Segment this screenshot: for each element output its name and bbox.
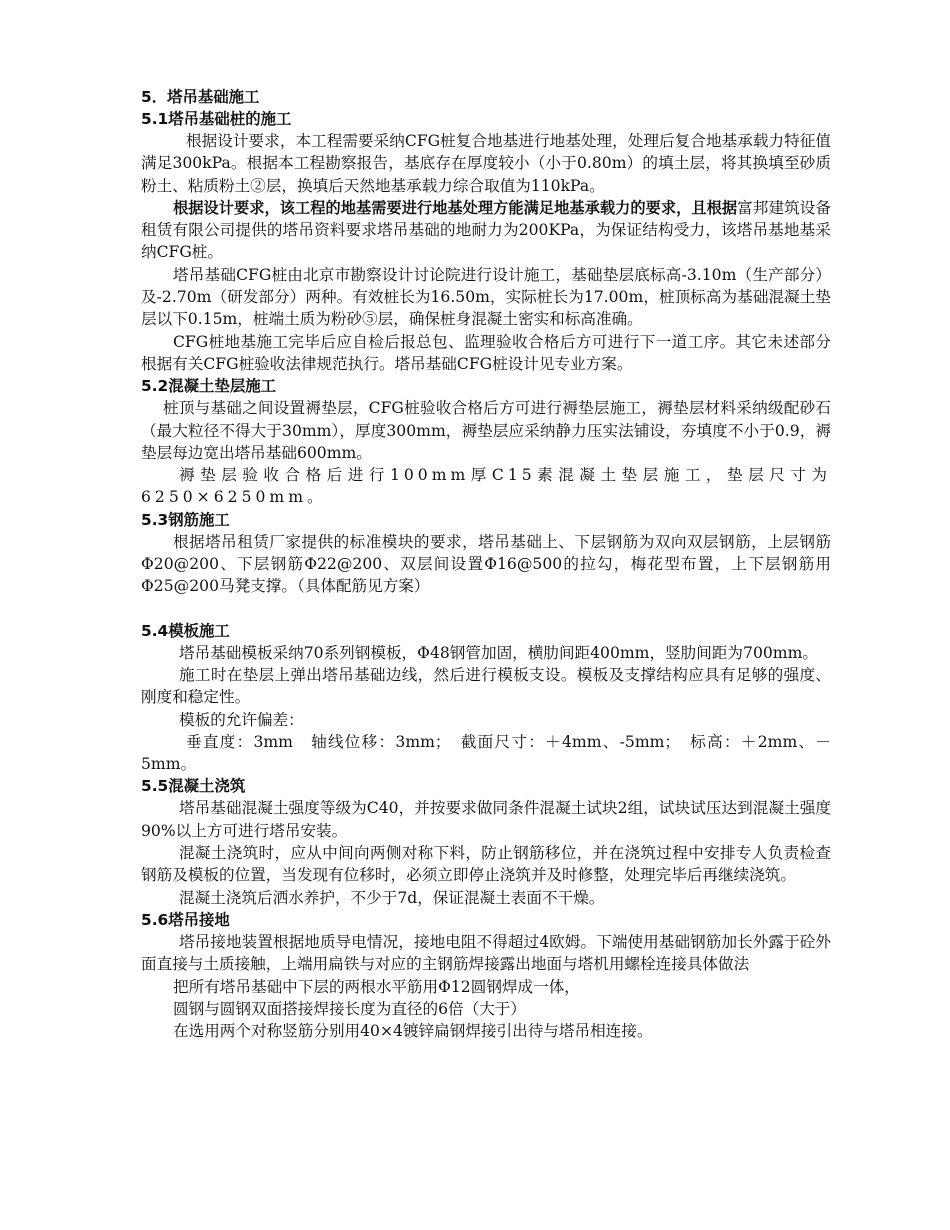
paragraph-grounding: 塔吊接地装置根据地质导电情况，接地电阻不得超过4欧姆。下端使用基础钢筋加长外露于砼外面直接与土质接触，上端用扁铁与对应的主钢筋焊接露出地面与塔机用螺栓连接具体做法 [141,932,831,974]
section-heading-5-6: 5.6塔吊接地 [141,910,230,929]
section-heading-5-5: 5.5混凝土浇筑 [141,777,246,796]
paragraph-formwork-setup: 施工时在垫层上弹出塔吊基础边线，然后进行模板支设。模板及支撑结构应具有足够的强度、刚度和稳定性。 [141,665,831,707]
section-heading-5-3: 5.3钢筋施工 [141,510,230,529]
paragraph-cfg-design: 塔吊基础CFG桩由北京市勘察设计讨论院进行设计施工，基础垫层底标高-3.10m（生产部分）及-2.70m（研发部分）两种。有效桩长为16.50m，实际桩长为17.00m，桩顶标高为基础混凝土垫层以下0.15m，桩端土质为粉砂⑤层，确保桩身混凝土密实和标高准确。 [141,265,831,329]
paragraph-cushion-layer: 桩顶与基础之间设置褥垫层，CFG桩验收合格后方可进行褥垫层施工，褥垫层材料采纳级配砂石（最大粒径不得大于30mm），厚度300mm，褥垫层应采纳静力压实法铺设，夯填度不小于0.9，褥垫层每边宽出塔吊基础600mm。 [141,399,831,462]
spacer [141,598,831,620]
paragraph-grounding-step-3: 在选用两个对称竖筋分别用40×4镀锌扁钢焊接引出待与塔吊相连接。 [173,1022,653,1041]
section-heading-5-2: 5.2混凝土垫层施工 [141,377,276,396]
paragraph-pouring: 混凝土浇筑时，应从中间向两侧对称下料，防止钢筋移位，并在浇筑过程中安排专人负责检查钢筋及模板的位置，当发现有位移时，必须立即停止浇筑并及时修整，处理完毕后再继续浇筑。 [141,844,831,885]
paragraph-allowed-deviation-title: 模板的允许偏差： [179,710,304,729]
document-body [141,86,831,1042]
section-heading-5-4: 5.4模板施工 [141,621,230,640]
paragraph-cfg-requirement: 根据设计要求，本工程需要采纳CFG桩复合地基进行地基处理，处理后复合地基承载力特征值满足300kPa。根据本工程勘察报告，基底存在厚度较小（小于0.80m）的填土层，将其换填至砂质粉土、粘质粉土②层，换填后天然地基承载力综合取值为110kPa。 [141,132,831,195]
paragraph-rebar: 根据塔吊租赁厂家提供的标准模块的要求，塔吊基础上、下层钢筋为双向双层钢筋，上层钢筋Φ20@200、下层钢筋Φ22@200、双层间设置Φ16@500的拉勾，梅花型布置，上下层钢筋用Φ25@200马凳支撑。（具体配筋见方案） [141,532,831,596]
paragraph-design-requirement [141,197,831,264]
paragraph-grounding-step-1: 把所有塔吊基础中下层的两根水平筋用Φ12圆钢焊成一体， [173,977,580,996]
paragraph-cfg-acceptance: CFG桩地基施工完毕后应自检后报总包、监理验收合格后方可进行下一道工序。其它未述部分根据有关CFG桩验收法律规范执行。塔吊基础CFG桩设计见专业方案。 [141,332,831,373]
paragraph-allowed-deviation-values: 垂直度：3mm 轴线位移：3mm； 截面尺寸：＋4mm、-5mm； 标高：＋2mm、－5mm。 [141,732,831,774]
paragraph-bold-lead: 根据设计要求，该工程的地基需要进行地基处理方能满足地基承载力的要求，且根据 [173,198,738,217]
paragraph-formwork: 塔吊基础模板采纳70系列钢模板，Φ48钢管加固，横肋间距400mm，竖肋间距为700mm。 [179,643,818,662]
paragraph-grounding-step-2: 圆钢与圆钢双面搭接焊接长度为直径的6倍（大于） [173,999,526,1018]
paragraph-concrete-grade: 塔吊基础混凝土强度等级为C40，并按要求做同条件混凝土试块2组，试块试压达到混凝土强度90%以上方可进行塔吊安装。 [141,799,831,840]
paragraph-curing: 混凝土浇筑后洒水养护，不少于7d，保证混凝土表面不干燥。 [179,888,605,907]
paragraph-concrete-cushion: 褥垫层验收合格后进行100mm厚C15素混凝土垫层施工，垫层尺寸为6250×6250mm。 [141,466,831,507]
section-heading-5: 5．塔吊基础施工 [141,88,260,106]
paragraph-rest: 富邦建筑设备租赁有限公司提供的塔吊资料要求塔吊基础的地耐力为200KPa，为保证结构受力，该塔吊基地基采纳CFG桩。 [141,198,831,262]
section-heading-5-1: 5.1塔吊基础桩的施工 [141,110,292,128]
